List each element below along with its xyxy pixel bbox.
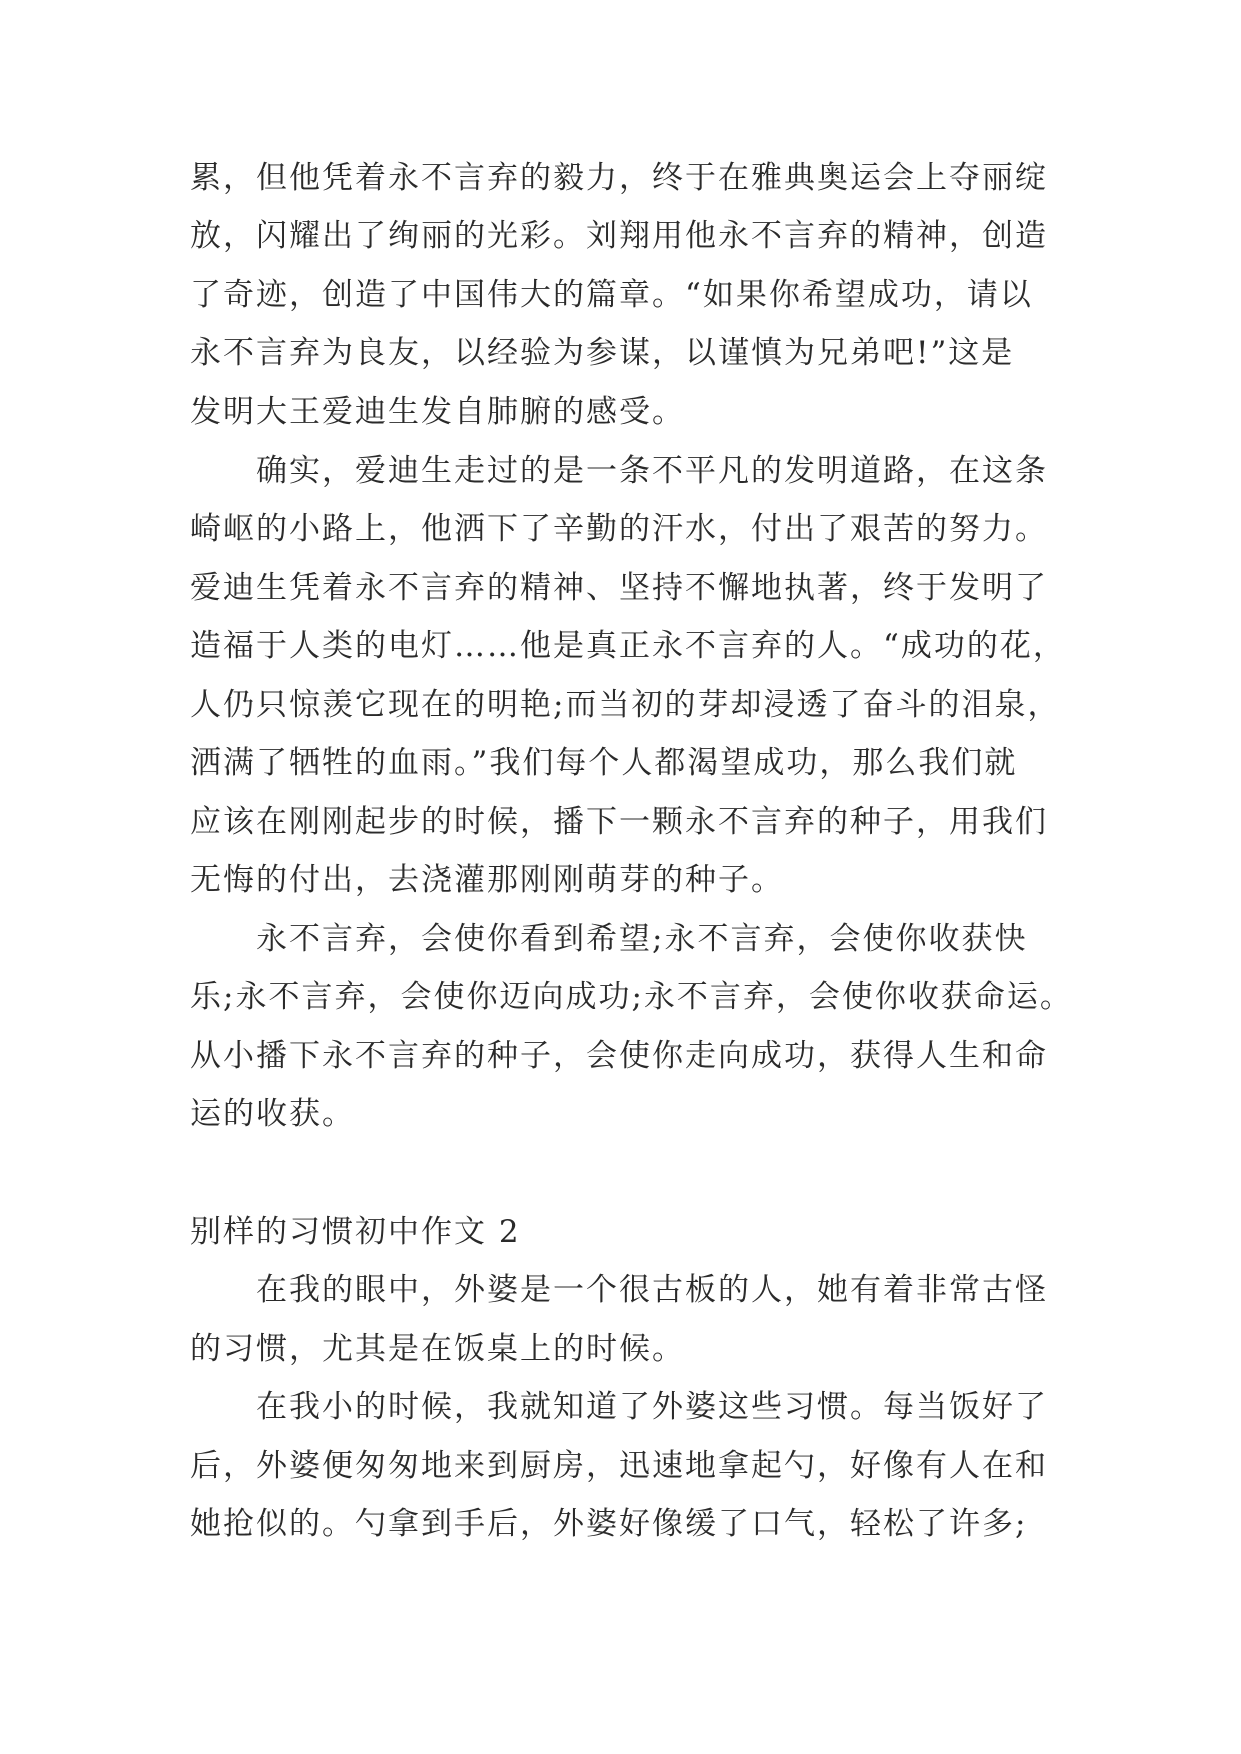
paragraph-line: 了奇迹，创造了中国伟大的篇章。“如果你希望成功，请以: [190, 277, 1033, 313]
paragraph-line: 在我的眼中，外婆是一个很古板的人，她有着非常古怪: [256, 1272, 1048, 1308]
paragraph-line: 崎岖的小路上，他洒下了辛勤的汗水，付出了艰苦的努力。: [190, 511, 1048, 547]
paragraph-line: 无悔的付出，去浇灌那刚刚萌芽的种子。: [190, 862, 784, 898]
paragraph-line: 爱迪生凭着永不言弃的精神、坚持不懈地执著，终于发明了: [190, 570, 1048, 606]
paragraph-line: 洒满了牺牲的血雨。”我们每个人都渴望成功，那么我们就: [190, 745, 1018, 781]
section-heading: 别样的习惯初中作文 2: [190, 1214, 521, 1250]
paragraph-line: 人仍只惊羡它现在的明艳;而当初的芽却浸透了奋斗的泪泉，: [190, 687, 1061, 723]
paragraph-line: 确实，爱迪生走过的是一条不平凡的发明道路，在这条: [256, 453, 1048, 489]
paragraph-line: 她抢似的。勺拿到手后，外婆好像缓了口气，轻松了许多;: [190, 1506, 1028, 1542]
paragraph-line: 放，闪耀出了绚丽的光彩。刘翔用他永不言弃的精神，创造: [190, 218, 1048, 254]
paragraph-line: 发明大王爱迪生发自肺腑的感受。: [190, 394, 685, 430]
paragraph-line: 造福于人类的电灯……他是真正永不言弃的人。“成功的花，: [190, 628, 1066, 664]
paragraph-line: 累，但他凭着永不言弃的毅力，终于在雅典奥运会上夺丽绽: [190, 160, 1048, 196]
paragraph-line: 应该在刚刚起步的时候，播下一颗永不言弃的种子，用我们: [190, 804, 1048, 840]
paragraph-line: 在我小的时候，我就知道了外婆这些习惯。每当饭好了: [256, 1389, 1048, 1425]
paragraph-line: 运的收获。: [190, 1096, 355, 1132]
paragraph-line: 的习惯，尤其是在饭桌上的时候。: [190, 1331, 685, 1367]
paragraph-line: 后，外婆便匆匆地来到厨房，迅速地拿起勺，好像有人在和: [190, 1448, 1048, 1484]
paragraph-line: 永不言弃，会使你看到希望;永不言弃，会使你收获快: [256, 921, 1028, 957]
paragraph-line: 乐;永不言弃，会使你迈向成功;永不言弃，会使你收获命运。: [190, 979, 1073, 1015]
paragraph-line: 永不言弃为良友，以经验为参谋，以谨慎为兄弟吧!”这是: [190, 335, 1015, 371]
paragraph-line: 从小播下永不言弃的种子，会使你走向成功，获得人生和命: [190, 1038, 1048, 1074]
